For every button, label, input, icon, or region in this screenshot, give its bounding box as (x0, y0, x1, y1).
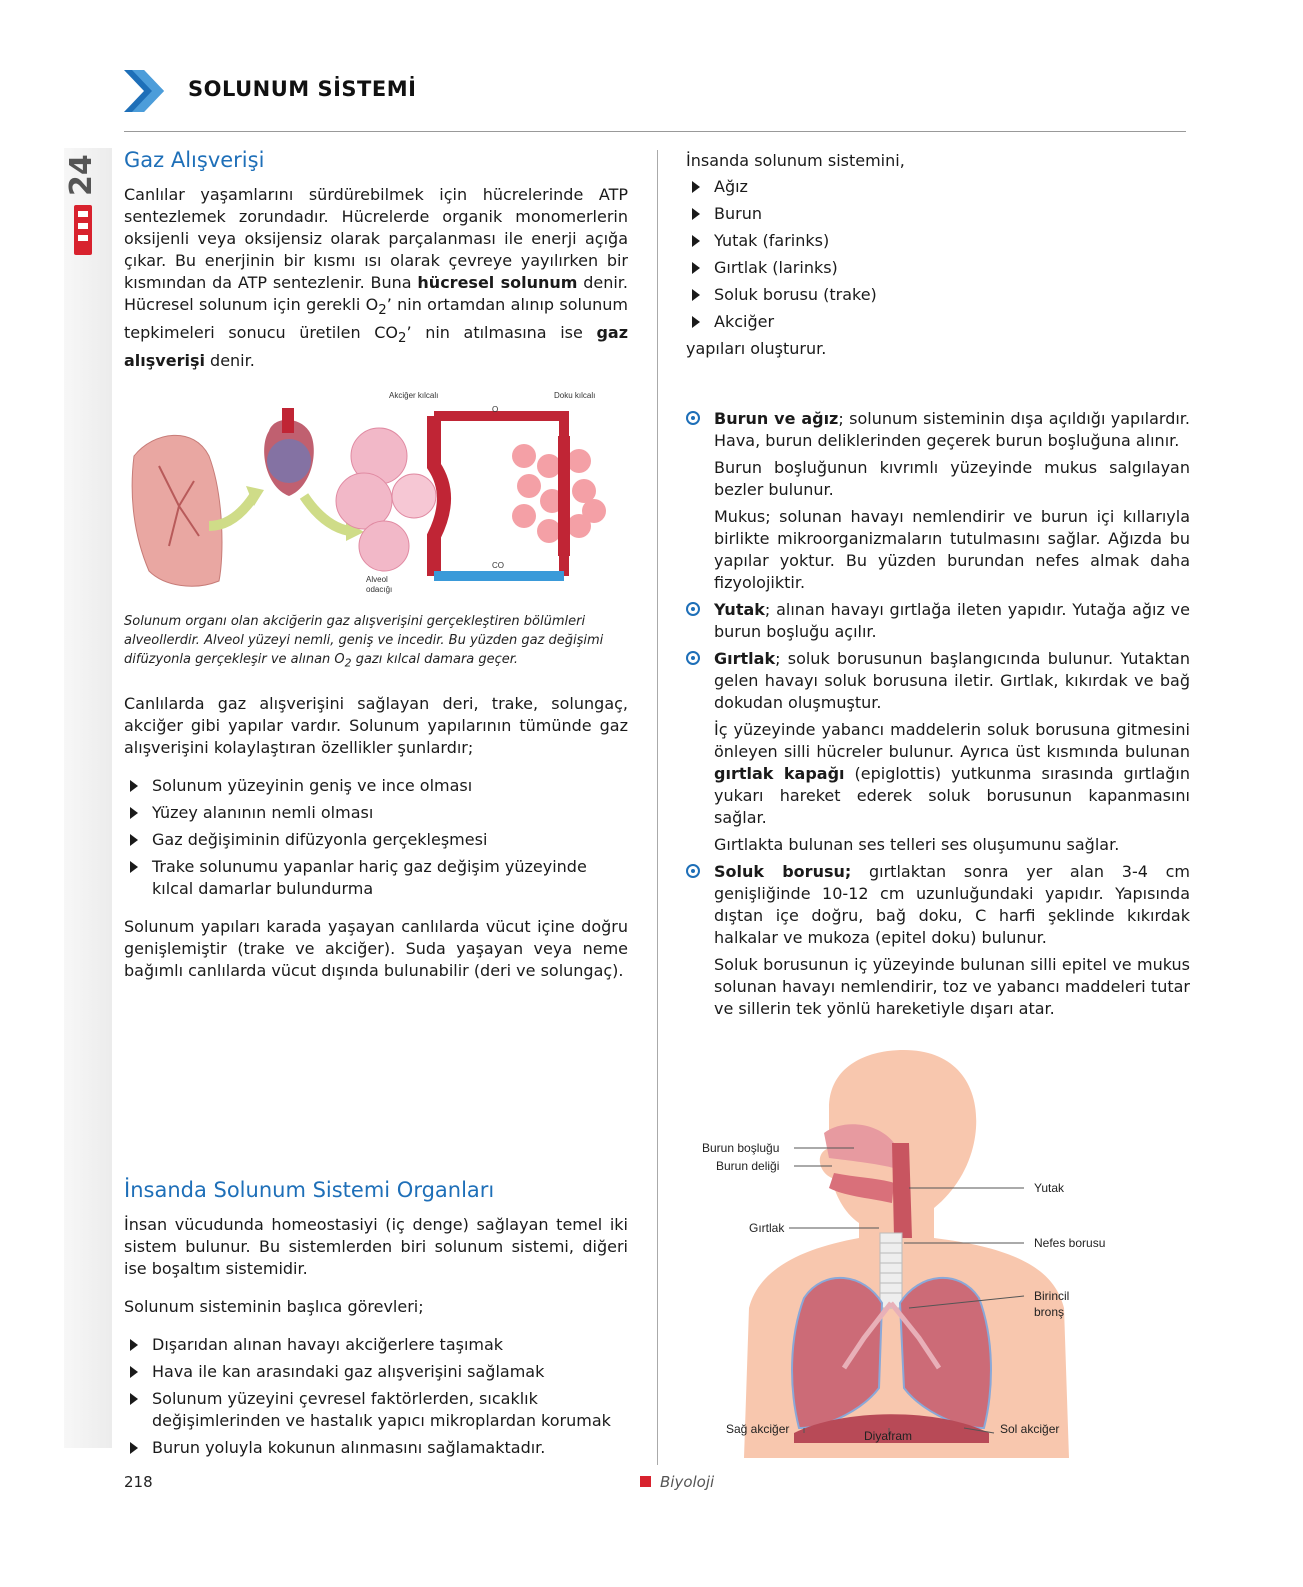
list-item: Akciğer (686, 311, 1190, 333)
label-yutak: Yutak (1034, 1181, 1065, 1195)
label-birincil: Birincil (1034, 1289, 1070, 1303)
trachea (880, 1233, 902, 1308)
girtlak-paragraph-3: Gırtlakta bulunan ses telleri ses oluşumunu sağlar. (714, 835, 1120, 854)
target-bullet-icon (686, 864, 700, 878)
unit-label (60, 150, 112, 260)
duties-list (124, 1334, 628, 1459)
label-burun-boslugu: Burun boşluğu (702, 1141, 780, 1155)
label-co2: CO (492, 561, 504, 571)
page-number: 218 (124, 1473, 153, 1491)
left-column (124, 148, 628, 1464)
pharynx (892, 1143, 912, 1238)
subject-marker-icon (640, 1476, 651, 1487)
figure-caption: Solunum organı olan akciğerin gaz alışverişini gerçekleştiren bölümleri alveollerdir. Alveol yüzeyi nemli, geniş ve incedir. Bu yüzden gaz değişimi difüzyonla gerçekleşir ve alınan $O_2$ gazı kılcal damara geçer. (124, 614, 604, 670)
label-akciger-kilcali: Akciğer kılcalı (389, 391, 439, 401)
label-girtlak: Gırtlak (749, 1221, 785, 1235)
burun-paragraph-3: Mukus; solunan havayı nemlendirir ve burun içi kıllarıyla birlikte mikroorganizmaların tutulmasını sağlar. Ağızda bu yapılar yoktur. Bu yüzden burundan nefes almak daha fizyolojiktir. (714, 507, 1190, 592)
list-item: Yüzey alanının nemli olması (124, 802, 628, 824)
label-doku-kilcali: Doku kılcalı (554, 391, 596, 401)
target-bullet-icon (686, 602, 700, 616)
burun-paragraph-2: Burun boşluğunun kıvrımlı yüzeyinde mukus salgılayan bezler bulunur. (714, 458, 1190, 499)
respiratory-system-figure (694, 1048, 1134, 1468)
organs-heading: İnsanda Solunum Sistemi Organları (124, 1177, 495, 1202)
structures-list (686, 176, 1190, 333)
label-nefes-borusu: Nefes borusu (1034, 1236, 1106, 1250)
burun-agiz-item: Burun ve ağız; solunum sisteminin dışa açıldığı yapılardır. Hava, burun deliklerinden geçerek burun boşluğuna alınır. (686, 408, 1190, 452)
soluk-borusu-paragraph-2: Soluk borusunun iç yüzeyinde bulunan silli epitel ve mukus solunan havayı nemlendirir, toz ve yabancı maddeleri tutar ve sillerin tek yönlü hareketiyle dışarı atar. (714, 955, 1190, 1018)
soluk-borusu-item: Soluk borusu; gırtlaktan sonra yer alan 3-4 cm genişliğinde 10-12 cm uzunluğundaki yapıdır. Yapısında dıştan içe doğru, bağ doku, C harfi şeklinde kıkırdak halkalar ve mukoza (epitel doku) bulunur. (686, 861, 1190, 949)
target-bullet-icon (686, 411, 700, 425)
structures-intro: İnsanda solunum sistemini, (686, 151, 905, 170)
list-item: Gaz değişiminin difüzyonla gerçekleşmesi (124, 829, 628, 851)
list-item: Burun yoluyla kokunun alınmasını sağlamaktadır. (124, 1437, 628, 1459)
label-o2: O (492, 405, 499, 415)
girtlak-paragraph-2: İç yüzeyinde yabancı maddelerin soluk borusuna gitmesini önleyen silli hücreler bulunur. Ayrıca üst kısmında bulunan gırtlak kapağı (epiglottis) yutkunma sırasında gırtlağın yukarı hareket ederek soluk borusunun kapanmasını sağlar. (714, 720, 1191, 827)
label-burun-deligi: Burun deliği (716, 1159, 780, 1173)
list-item: Yutak (farinks) (686, 230, 1190, 252)
side-strip (64, 148, 112, 1448)
respiratory-structures-paragraph: Solunum yapıları karada yaşayan canlılarda vücut içine doğru genişlemiştir (trake ve akciğer). Suda yaşayan veya neme bağımlı canlılarda vücut dışında bulunabilir (deri ve solungaç). (124, 916, 628, 980)
page-title: SOLUNUM SİSTEMİ (188, 77, 417, 101)
column-divider (657, 150, 658, 1465)
structures-outro: yapıları oluşturur. (686, 339, 827, 358)
duties-heading: Solunum sisteminin başlıca görevleri; (124, 1296, 424, 1316)
gas-exchange-figure (124, 386, 628, 606)
label-brons: bronş (1034, 1305, 1065, 1319)
gas-exchange-paragraph: Canlılar yaşamlarını sürdürebilmek için hücrelerinde ATP sentezlemek zorundadır. Hücrelerde organik monomerlerin oksijenli veya oksijensiz olarak parçalanması ile enerji açığa çıkar. Bu enerjinin bir kısmı ısı olarak çevreye yayılırken bir kısmından da ATP sentezlenir. Buna hücresel solunum denir. Hücresel solunum için gerekli $O_2$’ nin ortamdan alınıp solunum tepkimeleri sonucu üretilen $CO_2$’ nin atılmasına ise gaz alışverişi denir. (124, 185, 629, 371)
girtlak-item: Gırtlak; soluk borusunun başlangıcında bulunur. Yutaktan gelen havayı soluk borusuna iletir. Gırtlak, kıkırdak ve bağ dokudan oluşmuştur. (686, 648, 1190, 714)
label-sag-akciger: Sağ akciğer (726, 1422, 790, 1436)
label-alveol: Alveol (366, 575, 388, 585)
right-column (686, 150, 1190, 1468)
chevron-right-icon (122, 68, 166, 114)
list-item: Solunum yüzeyini çevresel faktörlerden, sıcaklık değişimlerinden ve hastalık yapıcı mikroplardan korumak (124, 1388, 628, 1432)
header-divider (124, 131, 1186, 132)
label-odacigi: odacığı (366, 585, 393, 595)
gas-exchange-heading: Gaz Alışverişi (124, 148, 265, 172)
yutak-item: Yutak; alınan havayı gırtlağa ileten yapıdır. Yutağa ağız ve burun boşluğu açılır. (686, 599, 1190, 643)
list-item: Solunum yüzeyinin geniş ve ince olması (124, 775, 628, 797)
gas-features-intro: Canlılarda gaz alışverişini sağlayan deri, trake, solungaç, akciğer gibi yapılar vardır. Solunum yapılarının tümünde gaz alışverişini kolaylaştıran özellikler şunlardır; (124, 693, 628, 757)
list-item: Gırtlak (larinks) (686, 257, 1190, 279)
label-sol-akciger: Sol akciğer (1000, 1422, 1060, 1436)
list-item: Hava ile kan arasındaki gaz alışverişini sağlamak (124, 1361, 628, 1383)
list-item: Dışarıdan alınan havayı akciğerlere taşımak (124, 1334, 628, 1356)
subject-label: Biyoloji (660, 1473, 715, 1491)
list-item: Ağız (686, 176, 1190, 198)
features-list (124, 775, 628, 900)
target-bullet-icon (686, 651, 700, 665)
organs-paragraph: İnsan vücudunda homeostasiyi (iç denge) sağlayan temel iki sistem bulunur. Bu sistemlerden biri solunum sistemi, diğeri ise boşaltım sistemidir. (124, 1214, 628, 1278)
fasikul-icon (74, 205, 92, 255)
list-item: Burun (686, 203, 1190, 225)
label-diyafram: Diyafram (864, 1429, 913, 1443)
list-item: Soluk borusu (trake) (686, 284, 1190, 306)
list-item: Trake solunumu yapanlar hariç gaz değişim yüzeyinde kılcal damarlar bulundurma (124, 856, 628, 900)
unit-number: 24 (64, 154, 99, 196)
